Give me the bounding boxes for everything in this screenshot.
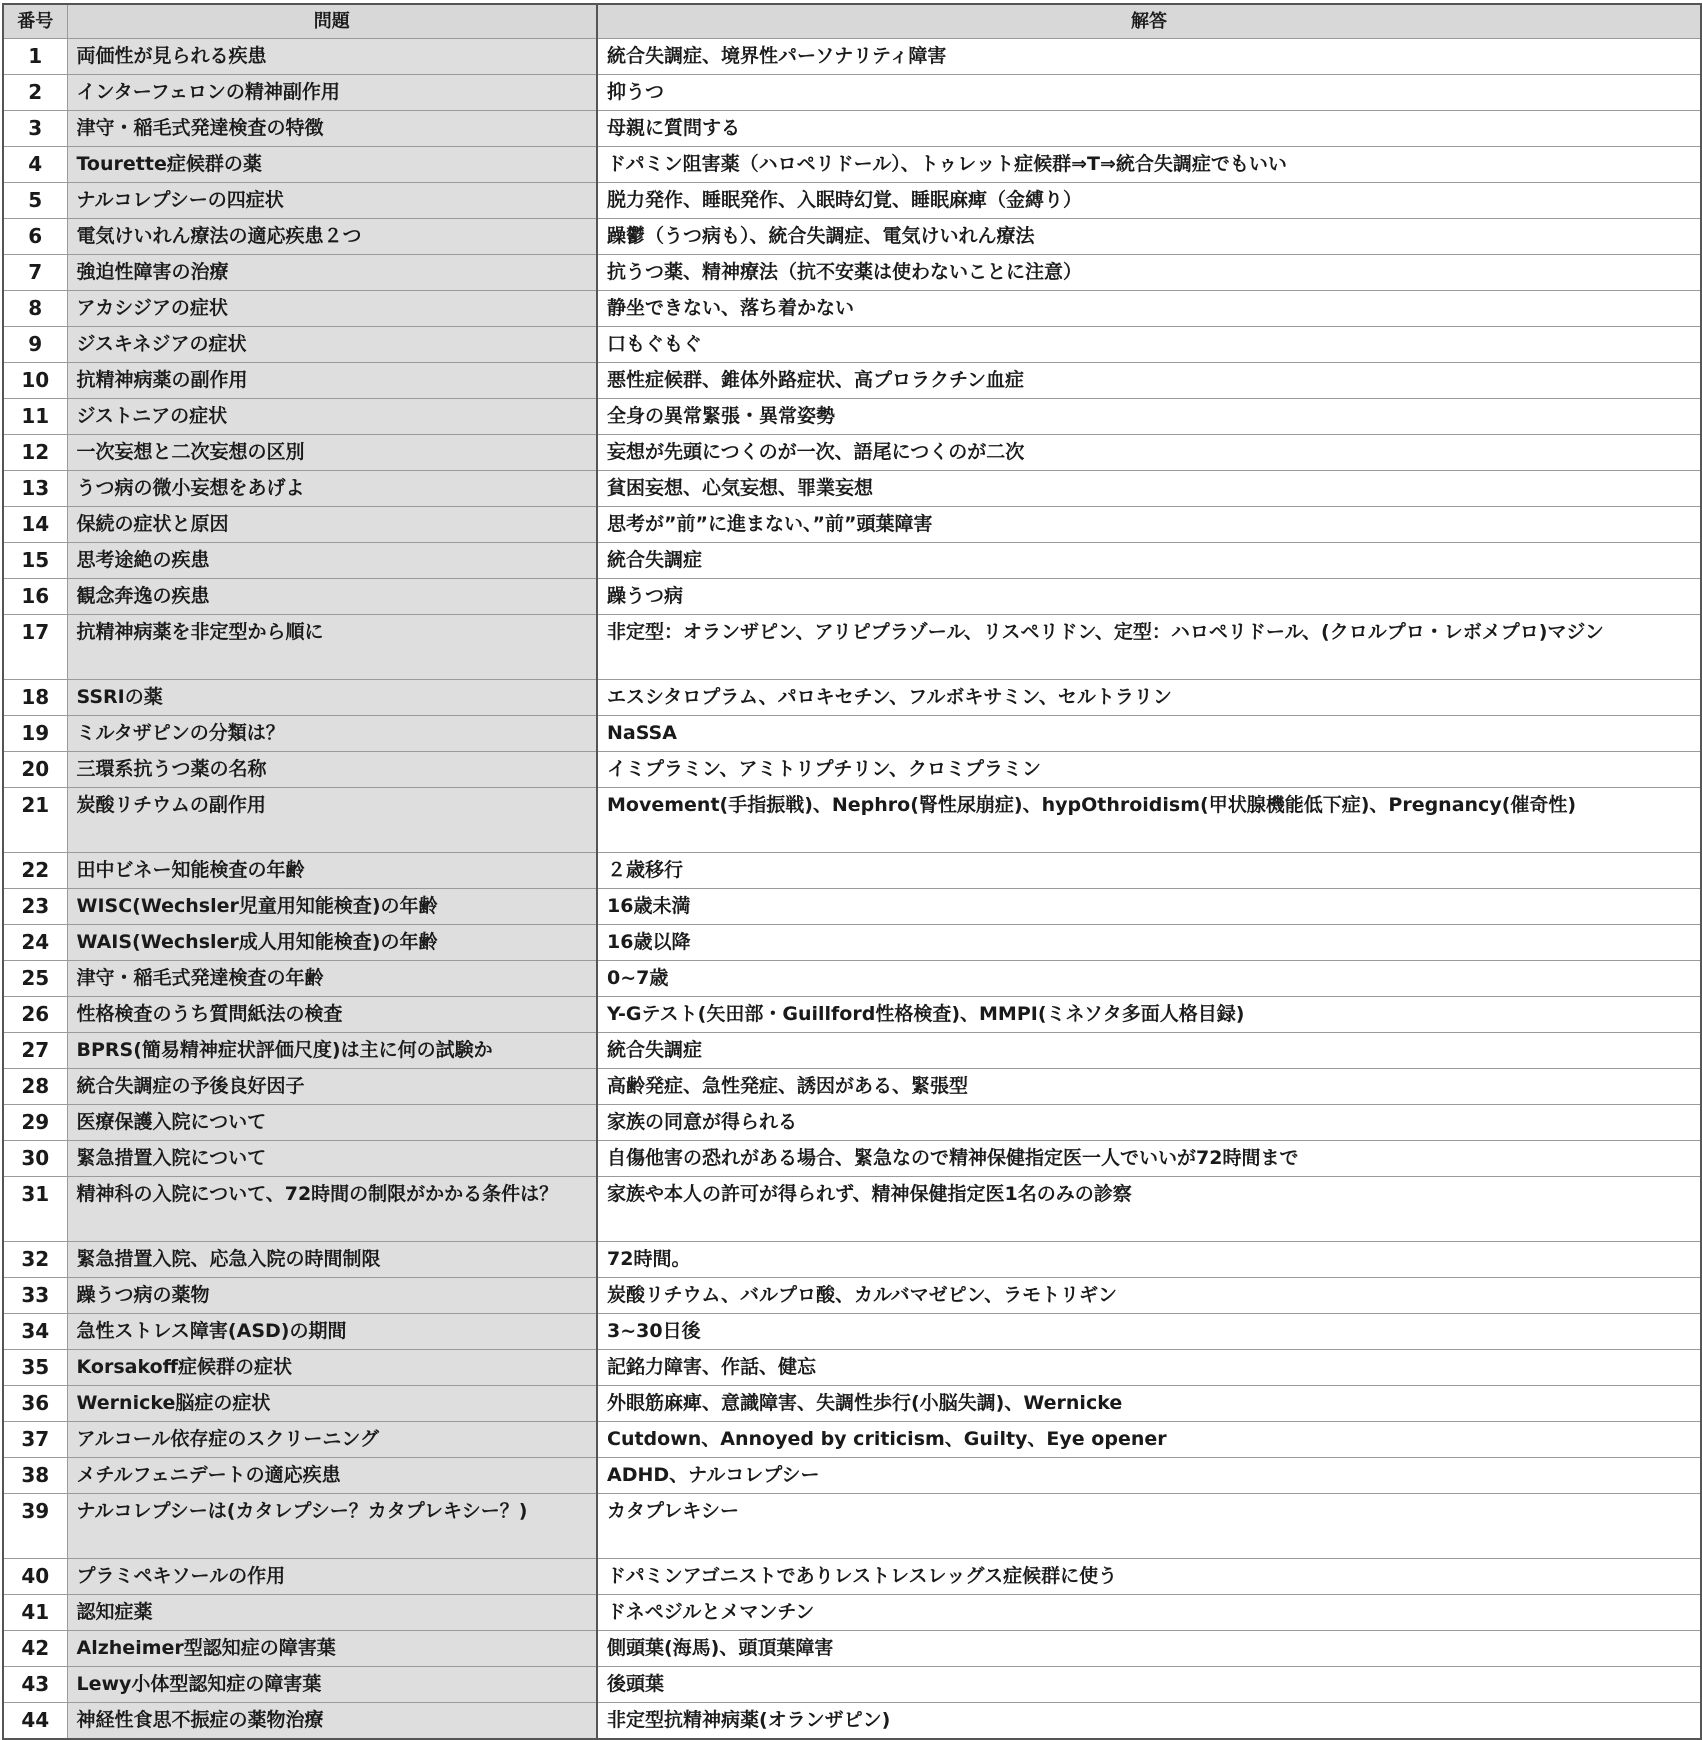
row-number: 31: [3, 1177, 67, 1242]
table-row: [3, 39, 1701, 75]
answer-cell: ADHD、ナルコレプシー: [597, 1458, 1701, 1494]
table-row: [3, 1458, 1701, 1494]
row-number: 29: [3, 1105, 67, 1141]
table-row: [3, 147, 1701, 183]
answer-cell: 高齢発症、急性発症、誘因がある、緊張型: [597, 1069, 1701, 1105]
table-row: [3, 889, 1701, 925]
header-question: 問題: [67, 4, 597, 39]
question-cell: 観念奔逸の疾患: [67, 579, 597, 615]
row-number: 11: [3, 399, 67, 435]
answer-cell: イミプラミン、アミトリプチリン、クロミプラミン: [597, 752, 1701, 788]
answer-cell: Y-Gテスト(矢田部・Guillford性格検査)、MMPI(ミネソタ多面人格目録): [597, 997, 1701, 1033]
header-answer: 解答: [597, 4, 1701, 39]
answer-cell: 躁うつ病: [597, 579, 1701, 615]
row-number: 8: [3, 291, 67, 327]
table-row: [3, 1559, 1701, 1595]
table-row: [3, 543, 1701, 579]
row-number: 18: [3, 680, 67, 716]
answer-cell: ドパミン阻害薬（ハロペリドール）、トゥレット症候群⇒T⇒統合失調症でもいい: [597, 147, 1701, 183]
question-cell: Wernicke脳症の症状: [67, 1386, 597, 1422]
answer-cell: ドネペジルとメマンチン: [597, 1595, 1701, 1631]
answer-cell: カタプレキシー: [597, 1494, 1701, 1559]
question-cell: Korsakoff症候群の症状: [67, 1350, 597, 1386]
question-cell: 田中ビネー知能検査の年齢: [67, 853, 597, 889]
question-cell: 統合失調症の予後良好因子: [67, 1069, 597, 1105]
row-number: 24: [3, 925, 67, 961]
table-row: [3, 1494, 1701, 1559]
table-row: [3, 435, 1701, 471]
row-number: 41: [3, 1595, 67, 1631]
question-cell: インターフェロンの精神副作用: [67, 75, 597, 111]
table-row: [3, 1278, 1701, 1314]
row-number: 35: [3, 1350, 67, 1386]
question-cell: ジスキネジアの症状: [67, 327, 597, 363]
row-number: 30: [3, 1141, 67, 1177]
answer-cell: 家族や本人の許可が得られず、精神保健指定医1名のみの診察: [597, 1177, 1701, 1242]
row-number: 33: [3, 1278, 67, 1314]
row-number: 14: [3, 507, 67, 543]
question-cell: 急性ストレス障害(ASD)の期間: [67, 1314, 597, 1350]
table-row: [3, 363, 1701, 399]
table-row: [3, 399, 1701, 435]
question-cell: 医療保護入院について: [67, 1105, 597, 1141]
question-cell: Lewy小体型認知症の障害葉: [67, 1667, 597, 1703]
question-cell: 緊急措置入院、応急入院の時間制限: [67, 1242, 597, 1278]
question-cell: 認知症薬: [67, 1595, 597, 1631]
header-number: 番号: [3, 4, 67, 39]
row-number: 22: [3, 853, 67, 889]
question-cell: ナルコレプシーは(カタレプシー？カタプレキシー？): [67, 1494, 597, 1559]
table-row: [3, 471, 1701, 507]
table-row: [3, 183, 1701, 219]
table-row: [3, 997, 1701, 1033]
question-cell: 抗精神病薬を非定型から順に: [67, 615, 597, 680]
answer-cell: 家族の同意が得られる: [597, 1105, 1701, 1141]
answer-cell: 躁鬱（うつ病も）、統合失調症、電気けいれん療法: [597, 219, 1701, 255]
answer-cell: 3~30日後: [597, 1314, 1701, 1350]
answer-cell: エスシタロプラム、パロキセチン、フルボキサミン、セルトラリン: [597, 680, 1701, 716]
question-cell: 保続の症状と原因: [67, 507, 597, 543]
table-row: [3, 507, 1701, 543]
row-number: 37: [3, 1422, 67, 1458]
row-number: 34: [3, 1314, 67, 1350]
answer-cell: 炭酸リチウム、バルプロ酸、カルバマゼピン、ラモトリギン: [597, 1278, 1701, 1314]
table-row: [3, 1595, 1701, 1631]
row-number: 43: [3, 1667, 67, 1703]
question-cell: WISC(Wechsler児童用知能検査)の年齢: [67, 889, 597, 925]
answer-cell: 静坐できない、落ち着かない: [597, 291, 1701, 327]
row-number: 20: [3, 752, 67, 788]
answer-cell: Cutdown、Annoyed by criticism、Guilty、Eye opener: [597, 1422, 1701, 1458]
answer-cell: 悪性症候群、錐体外路症状、高プロラクチン血症: [597, 363, 1701, 399]
row-number: 28: [3, 1069, 67, 1105]
table-row: [3, 615, 1701, 680]
table-row: [3, 680, 1701, 716]
table-row: [3, 1703, 1701, 1740]
question-cell: 津守・稲毛式発達検査の年齢: [67, 961, 597, 997]
question-cell: プラミペキソールの作用: [67, 1559, 597, 1595]
answer-cell: 抑うつ: [597, 75, 1701, 111]
question-cell: 強迫性障害の治療: [67, 255, 597, 291]
table-row: [3, 255, 1701, 291]
question-cell: 緊急措置入院について: [67, 1141, 597, 1177]
table-row: [3, 716, 1701, 752]
row-number: 5: [3, 183, 67, 219]
question-cell: 性格検査のうち質問紙法の検査: [67, 997, 597, 1033]
table-row: [3, 579, 1701, 615]
answer-cell: 妄想が先頭につくのが一次、語尾につくのが二次: [597, 435, 1701, 471]
question-cell: アルコール依存症のスクリーニング: [67, 1422, 597, 1458]
question-cell: ナルコレプシーの四症状: [67, 183, 597, 219]
question-cell: 三環系抗うつ薬の名称: [67, 752, 597, 788]
answer-cell: 統合失調症: [597, 1033, 1701, 1069]
row-number: 25: [3, 961, 67, 997]
row-number: 13: [3, 471, 67, 507]
answer-cell: 口もぐもぐ: [597, 327, 1701, 363]
answer-cell: 後頭葉: [597, 1667, 1701, 1703]
answer-cell: 統合失調症: [597, 543, 1701, 579]
row-number: 1: [3, 39, 67, 75]
answer-cell: ドパミンアゴニストでありレストレスレッグス症候群に使う: [597, 1559, 1701, 1595]
table-row: [3, 1631, 1701, 1667]
answer-cell: 思考が”前”に進まない、”前”頭葉障害: [597, 507, 1701, 543]
row-number: 23: [3, 889, 67, 925]
question-cell: 電気けいれん療法の適応疾患２つ: [67, 219, 597, 255]
answer-cell: 抗うつ薬、精神療法（抗不安薬は使わないことに注意）: [597, 255, 1701, 291]
answer-cell: 自傷他害の恐れがある場合、緊急なので精神保健指定医一人でいいが72時間まで: [597, 1141, 1701, 1177]
row-number: 17: [3, 615, 67, 680]
question-cell: うつ病の微小妄想をあげよ: [67, 471, 597, 507]
table-row: [3, 1242, 1701, 1278]
question-cell: 両価性が見られる疾患: [67, 39, 597, 75]
answer-cell: 記銘力障害、作話、健忘: [597, 1350, 1701, 1386]
answer-cell: 非定型抗精神病薬(オランザピン): [597, 1703, 1701, 1740]
answer-cell: 統合失調症、境界性パーソナリティ障害: [597, 39, 1701, 75]
question-cell: Alzheimer型認知症の障害葉: [67, 1631, 597, 1667]
answer-cell: 16歳未満: [597, 889, 1701, 925]
table-row: [3, 291, 1701, 327]
row-number: 42: [3, 1631, 67, 1667]
row-number: 16: [3, 579, 67, 615]
table-row: [3, 1386, 1701, 1422]
row-number: 27: [3, 1033, 67, 1069]
table-row: [3, 1033, 1701, 1069]
table-row: [3, 1667, 1701, 1703]
answer-cell: 72時間。: [597, 1242, 1701, 1278]
table-body: [3, 39, 1701, 1740]
table-row: [3, 1069, 1701, 1105]
row-number: 4: [3, 147, 67, 183]
answer-cell: 外眼筋麻痺、意識障害、失調性歩行(小脳失調)、Wernicke: [597, 1386, 1701, 1422]
row-number: 12: [3, 435, 67, 471]
header-row: [3, 4, 1701, 39]
question-cell: 抗精神病薬の副作用: [67, 363, 597, 399]
row-number: 9: [3, 327, 67, 363]
row-number: 44: [3, 1703, 67, 1740]
question-cell: 神経性食思不振症の薬物治療: [67, 1703, 597, 1740]
table-row: [3, 111, 1701, 147]
table-row: [3, 1105, 1701, 1141]
answer-cell: 16歳以降: [597, 925, 1701, 961]
row-number: 3: [3, 111, 67, 147]
answer-cell: 非定型：オランザピン、アリピプラゾール、リスペリドン、定型：ハロペリドール、(クロルプロ・レボメプロ)マジン: [597, 615, 1701, 680]
question-cell: 躁うつ病の薬物: [67, 1278, 597, 1314]
question-cell: BPRS(簡易精神症状評価尺度)は主に何の試験か: [67, 1033, 597, 1069]
answer-cell: 全身の異常緊張・異常姿勢: [597, 399, 1701, 435]
question-cell: 一次妄想と二次妄想の区別: [67, 435, 597, 471]
qa-table: [2, 3, 1702, 1740]
question-cell: WAIS(Wechsler成人用知能検査)の年齢: [67, 925, 597, 961]
answer-cell: ２歳移行: [597, 853, 1701, 889]
question-cell: 精神科の入院について、72時間の制限がかかる条件は？: [67, 1177, 597, 1242]
answer-cell: 0~7歳: [597, 961, 1701, 997]
row-number: 32: [3, 1242, 67, 1278]
row-number: 21: [3, 788, 67, 853]
question-cell: メチルフェニデートの適応疾患: [67, 1458, 597, 1494]
table-row: [3, 1177, 1701, 1242]
row-number: 15: [3, 543, 67, 579]
table-row: [3, 788, 1701, 853]
question-cell: アカシジアの症状: [67, 291, 597, 327]
question-cell: 思考途絶の疾患: [67, 543, 597, 579]
row-number: 6: [3, 219, 67, 255]
table-row: [3, 1350, 1701, 1386]
question-cell: ジストニアの症状: [67, 399, 597, 435]
question-cell: Tourette症候群の薬: [67, 147, 597, 183]
table-row: [3, 1314, 1701, 1350]
table-row: [3, 961, 1701, 997]
answer-cell: 母親に質問する: [597, 111, 1701, 147]
row-number: 26: [3, 997, 67, 1033]
table-row: [3, 1422, 1701, 1458]
table-row: [3, 75, 1701, 111]
table-row: [3, 219, 1701, 255]
table-row: [3, 925, 1701, 961]
row-number: 2: [3, 75, 67, 111]
row-number: 38: [3, 1458, 67, 1494]
answer-cell: 側頭葉(海馬)、頭頂葉障害: [597, 1631, 1701, 1667]
row-number: 10: [3, 363, 67, 399]
answer-cell: 貧困妄想、心気妄想、罪業妄想: [597, 471, 1701, 507]
answer-cell: NaSSA: [597, 716, 1701, 752]
row-number: 36: [3, 1386, 67, 1422]
question-cell: 炭酸リチウムの副作用: [67, 788, 597, 853]
answer-cell: 脱力発作、睡眠発作、入眠時幻覚、睡眠麻痺（金縛り）: [597, 183, 1701, 219]
question-cell: SSRIの薬: [67, 680, 597, 716]
question-cell: 津守・稲毛式発達検査の特徴: [67, 111, 597, 147]
row-number: 40: [3, 1559, 67, 1595]
table-header: [3, 4, 1701, 39]
row-number: 39: [3, 1494, 67, 1559]
table-row: [3, 853, 1701, 889]
table-row: [3, 1141, 1701, 1177]
row-number: 7: [3, 255, 67, 291]
table-row: [3, 327, 1701, 363]
answer-cell: Movement(手指振戦)、Nephro(腎性尿崩症)、hypOthroidism(甲状腺機能低下症)、Pregnancy(催奇性): [597, 788, 1701, 853]
row-number: 19: [3, 716, 67, 752]
question-cell: ミルタザピンの分類は？: [67, 716, 597, 752]
table-row: [3, 752, 1701, 788]
